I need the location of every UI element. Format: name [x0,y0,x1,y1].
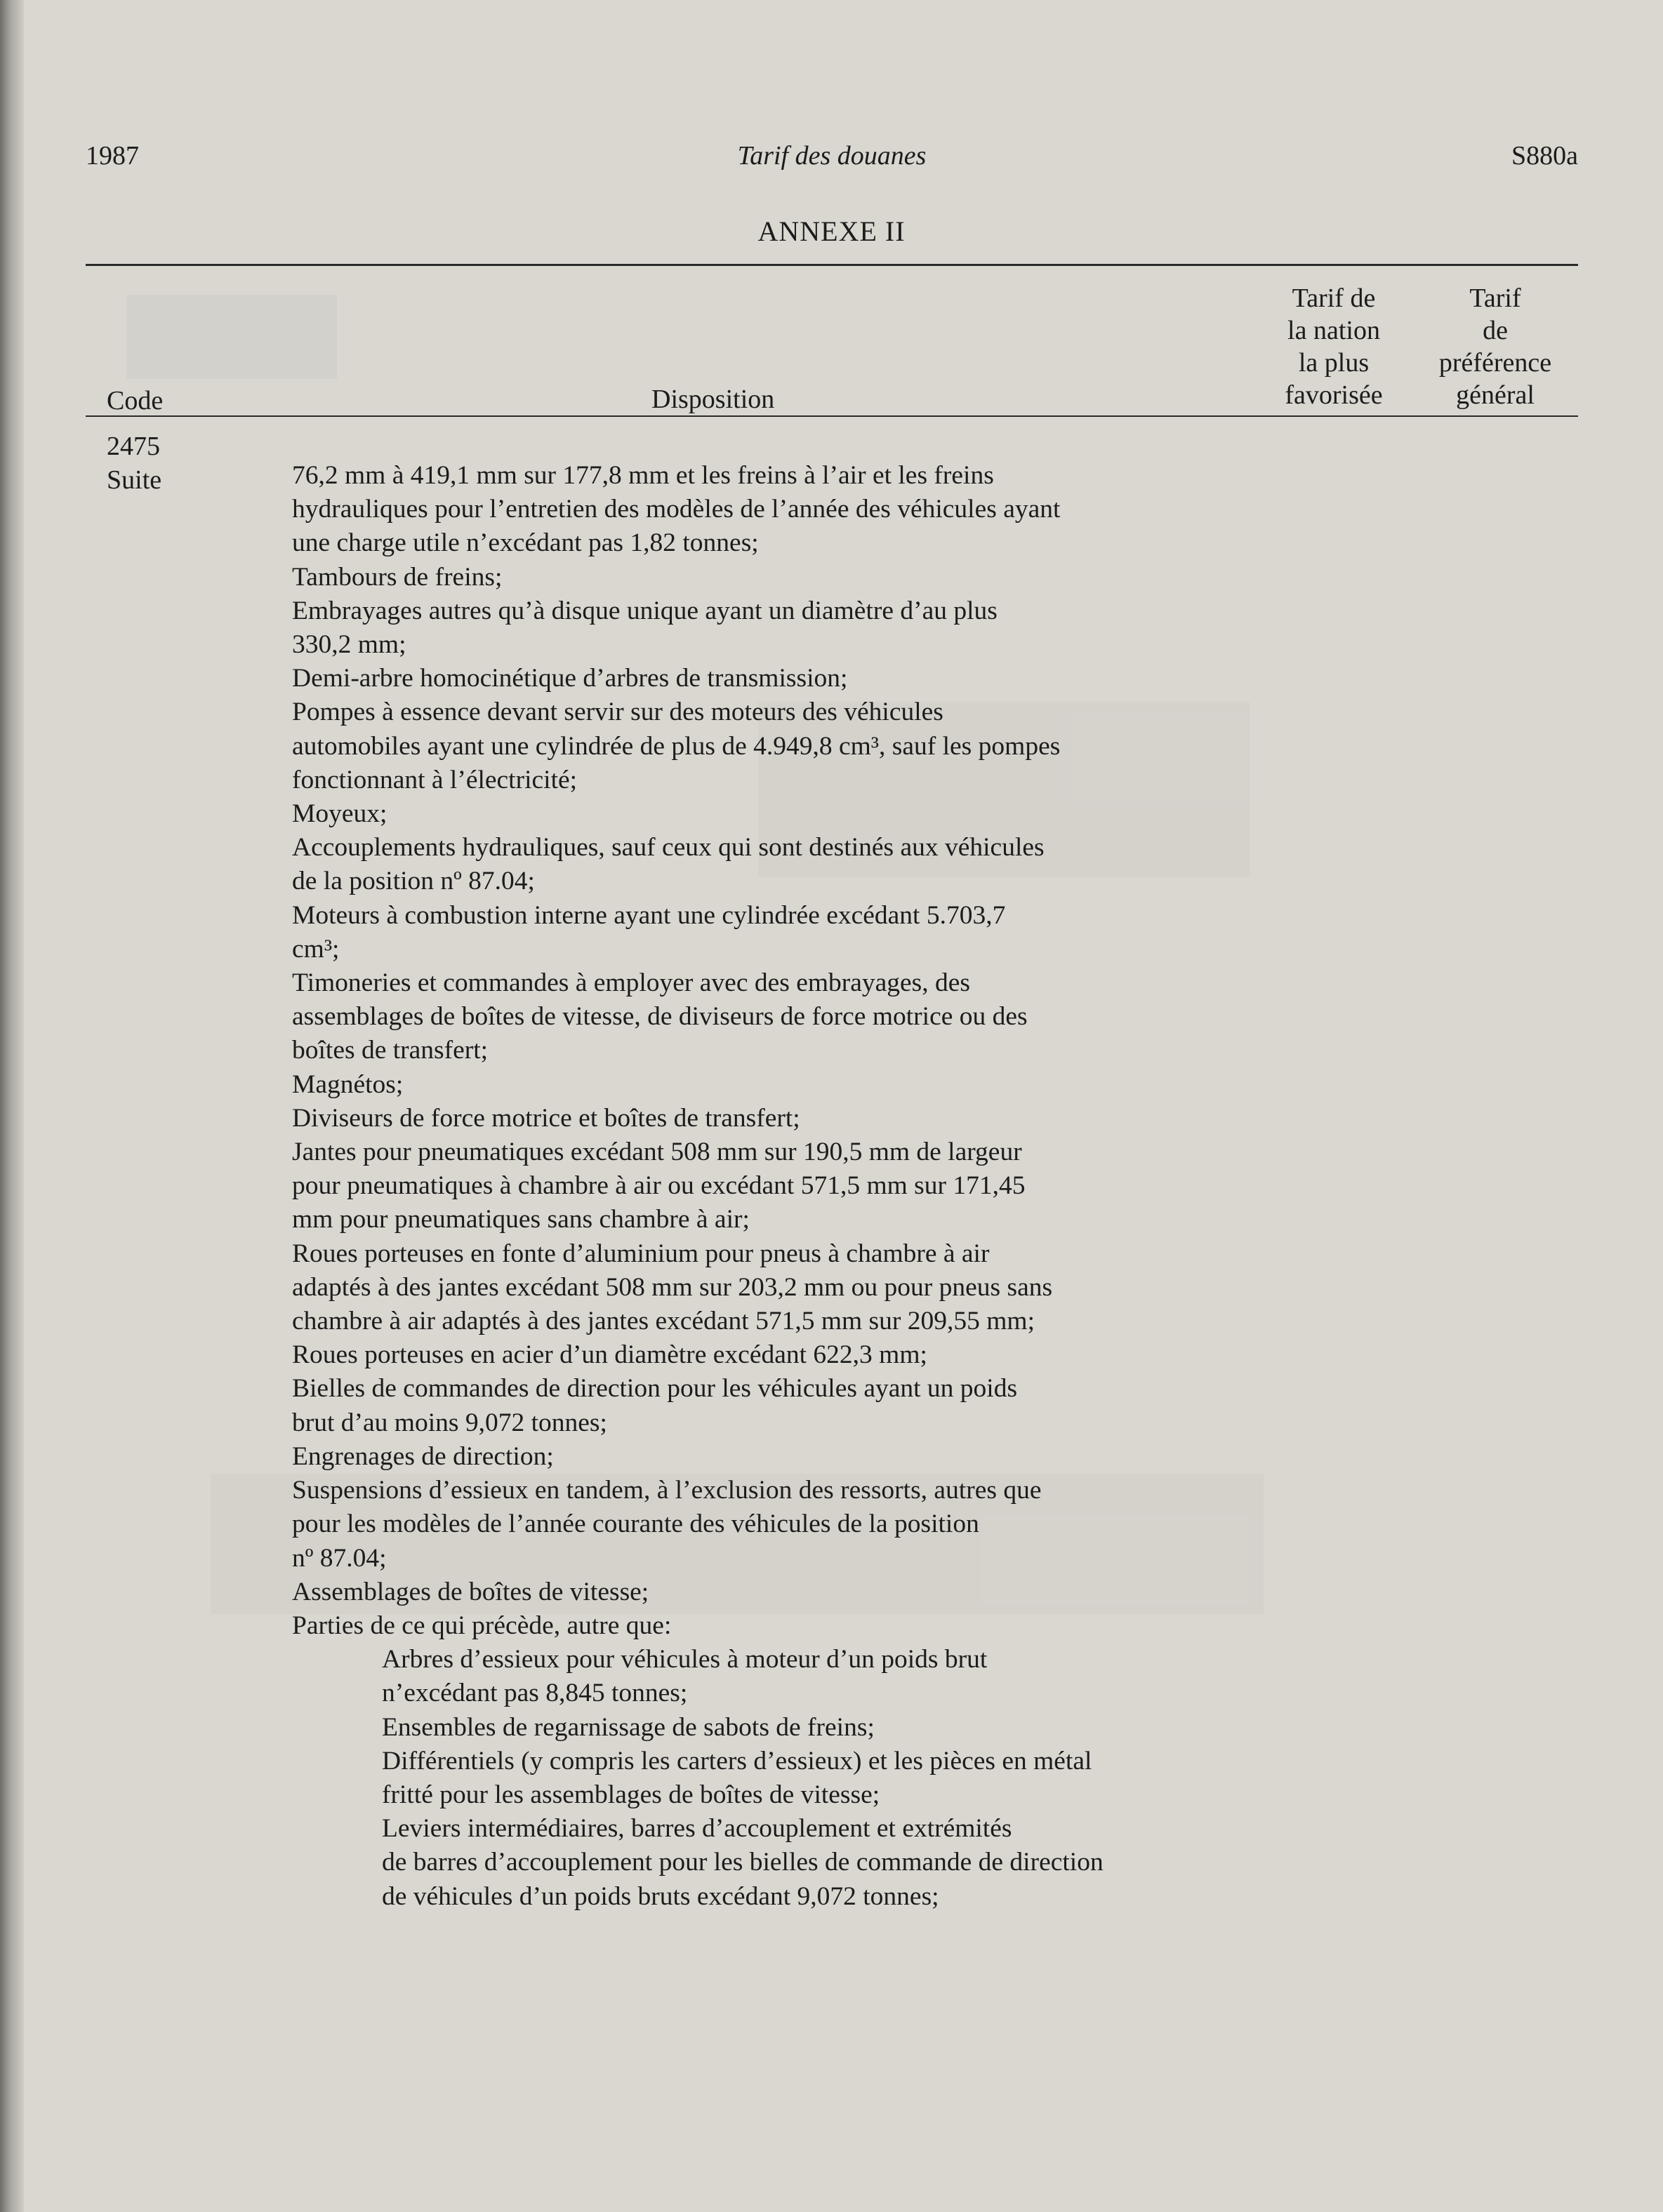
running-head [86,140,1578,182]
disposition-line: fritté pour les assemblages de boîtes de vitesse; [382,1780,880,1809]
header-year: 1987 [86,141,139,171]
disposition-line: Parties de ce qui précède, autre que: [292,1611,672,1640]
disposition-line: de la position nº 87.04; [292,867,535,896]
disposition-line: Roues porteuses en acier d’un diamètre excédant 622,3 mm; [292,1340,927,1370]
disposition-line: boîtes de transfert; [292,1036,489,1065]
page-binding-edge [0,0,24,2212]
disposition-sub-lines [292,1643,1289,1914]
disposition-line: 330,2 mm; [292,630,406,660]
column-header-gpt-line: général [1456,380,1535,410]
column-header-mfn-line: la nation [1287,316,1380,345]
disposition-cell [292,459,1289,1914]
disposition-line: hydrauliques pour l’entretien des modèles de l’année des véhicules ayant [292,495,1061,524]
disposition-line: cm³; [292,934,340,964]
code-cell [107,429,161,497]
disposition-line: chambre à air adaptés à des jantes excédant 571,5 mm sur 209,55 mm; [292,1307,1035,1336]
disposition-line: Arbres d’essieux pour véhicules à moteur d’un poids brut [382,1645,988,1674]
header-page-number: S880a [1511,141,1578,171]
column-header-disposition: Disposition [651,385,775,414]
disposition-line: assemblages de boîtes de vitesse, de diviseurs de force motrice ou des [292,1002,1028,1032]
disposition-line: Demi-arbre homocinétique d’arbres de transmission; [292,664,848,693]
disposition-line: pour les modèles de l’année courante des véhicules de la position [292,1510,979,1539]
disposition-line: Ensembles de regarnissage de sabots de freins; [382,1712,875,1742]
table-header-rule [86,415,1578,417]
disposition-line: Diviseurs de force motrice et boîtes de transfert; [292,1103,800,1133]
tariff-code: 2475 [107,432,160,461]
continuation-label: Suite [107,465,162,495]
disposition-line: une charge utile n’excédant pas 1,82 tonnes; [292,528,759,558]
disposition-line: Assemblages de boîtes de vitesse; [292,1577,649,1606]
column-header-code: Code [107,386,164,415]
disposition-line: Tambours de freins; [292,562,503,592]
disposition-line: brut d’au moins 9,072 tonnes; [292,1408,607,1437]
disposition-line: Moteurs à combustion interne ayant une cylindrée excédant 5.703,7 [292,900,1006,930]
column-header-gpt-line: Tarif [1469,284,1521,313]
column-header-gpt-line: de [1483,316,1508,345]
disposition-line: Timoneries et commandes à employer avec des embrayages, des [292,968,971,998]
annex-title: ANNEXE II [757,215,906,247]
disposition-line: Suspensions d’essieux en tandem, à l’exclusion des ressorts, autres que [292,1476,1042,1505]
disposition-line: Accouplements hydrauliques, sauf ceux qui sont destinés aux véhicules [292,833,1045,862]
disposition-line: mm pour pneumatiques sans chambre à air; [292,1205,750,1234]
column-header-mfn-tariff [1241,282,1426,411]
disposition-line: Pompes à essence devant servir sur des moteurs des véhicules [292,698,943,727]
disposition-line: Différentiels (y compris les carters d’essieux) et les pièces en métal [382,1746,1092,1775]
disposition-line: Magnétos; [292,1070,404,1099]
disposition-line: nº 87.04; [292,1543,387,1573]
table-top-rule [86,264,1578,266]
column-header-mfn-line: favorisée [1285,380,1383,410]
disposition-line: adaptés à des jantes excédant 508 mm sur 203,2 mm ou pour pneus sans [292,1272,1053,1302]
column-header-mfn-line: la plus [1298,348,1370,378]
disposition-line: 76,2 mm à 419,1 mm sur 177,8 mm et les freins à l’air et les freins [292,461,994,490]
disposition-line: Moyeux; [292,799,387,829]
header-title: Tarif des douanes [737,141,927,171]
bleed-through-shadow [126,295,337,379]
disposition-line: Roues porteuses en fonte d’aluminium pour pneus à chambre à air [292,1239,990,1268]
disposition-line: Bielles de commandes de direction pour les véhicules ayant un poids [292,1374,1018,1404]
column-header-gpt-line: préférence [1438,348,1552,378]
column-header-gpt-tariff [1411,282,1579,411]
disposition-lines [292,459,1289,1643]
disposition-line: Embrayages autres qu’à disque unique ayant un diamètre d’au plus [292,596,998,625]
disposition-line: fonctionnant à l’électricité; [292,765,578,794]
disposition-line: de barres d’accouplement pour les bielles de commande de direction [382,1848,1104,1877]
column-header-mfn-line: Tarif de [1292,284,1376,313]
disposition-line: automobiles ayant une cylindrée de plus de 4.949,8 cm³, sauf les pompes [292,731,1061,761]
disposition-line: Leviers intermédiaires, barres d’accouplement et extrémités [382,1814,1012,1844]
disposition-line: n’excédant pas 8,845 tonnes; [382,1679,688,1708]
disposition-line: Engrenages de direction; [292,1441,554,1471]
disposition-line: Jantes pour pneumatiques excédant 508 mm sur 190,5 mm de largeur [292,1138,1022,1167]
disposition-line: pour pneumatiques à chambre à air ou excédant 571,5 mm sur 171,45 [292,1171,1026,1201]
disposition-line: de véhicules d’un poids bruts excédant 9,072 tonnes; [382,1881,939,1911]
